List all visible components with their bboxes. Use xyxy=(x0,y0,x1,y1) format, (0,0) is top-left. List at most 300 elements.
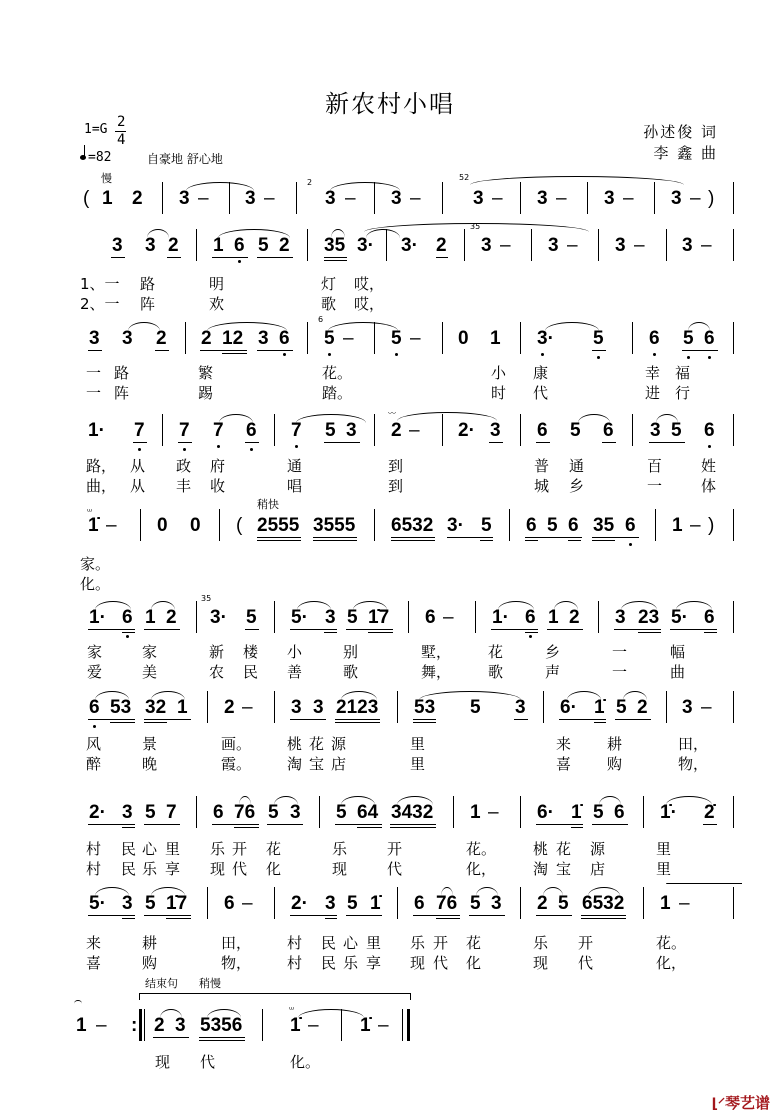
tempo-mark: =82 xyxy=(88,150,112,165)
dash: – xyxy=(96,1015,107,1036)
lyric-v2: 一 xyxy=(647,477,663,495)
underline xyxy=(245,442,259,443)
underline xyxy=(212,257,248,258)
lyric-v1: 画。 xyxy=(221,735,252,753)
lyric-v1: 花 xyxy=(488,643,504,661)
dash: – xyxy=(308,1015,319,1036)
note: 3 xyxy=(481,235,492,256)
note-group: 3555 xyxy=(313,515,356,536)
note: 6 xyxy=(122,607,133,628)
barline xyxy=(442,322,443,354)
barline xyxy=(196,229,197,261)
lyric-v1: 乐 xyxy=(210,840,226,858)
low-octave-dot xyxy=(708,356,711,359)
repeat-barline xyxy=(139,1009,142,1041)
lyric-v1: 1、一 xyxy=(80,275,120,293)
barline xyxy=(520,322,521,354)
note: 3 xyxy=(122,893,133,914)
note-group: 6532 xyxy=(391,515,434,536)
note: 6 xyxy=(89,697,100,718)
barline xyxy=(319,796,320,828)
note: 35 xyxy=(324,235,346,256)
note: 5 xyxy=(481,515,492,536)
lyric-v2: 乐 xyxy=(142,860,158,878)
dash: – xyxy=(242,697,253,718)
grace-note: 6 xyxy=(318,315,324,324)
note: 3 xyxy=(473,188,484,209)
lyric-v1: 乐 xyxy=(332,840,348,858)
barline xyxy=(733,796,734,828)
underline xyxy=(167,257,181,258)
underline xyxy=(489,442,503,443)
lyric-v2: 享 xyxy=(165,860,181,878)
note: 2̇ xyxy=(704,802,715,823)
song-title: 新农村小唱 xyxy=(325,90,455,118)
underline xyxy=(390,824,436,825)
barline xyxy=(307,322,308,354)
underline xyxy=(594,722,606,723)
barline xyxy=(374,182,375,214)
lyric-v2: 进 xyxy=(645,384,661,402)
lyric-v2: 代 xyxy=(387,860,403,878)
note: 3· xyxy=(537,328,554,349)
lyric-v1: 开 xyxy=(387,840,403,858)
note: 2 xyxy=(224,697,235,718)
underline xyxy=(144,824,180,825)
composer-credit: 李 鑫 曲 xyxy=(653,144,718,162)
underline xyxy=(313,540,357,541)
lyric-v2: 淘 xyxy=(287,755,303,773)
lyric-v1: 墅， xyxy=(421,643,452,661)
note: 5 xyxy=(547,515,558,536)
lyric-v2: 舞， xyxy=(421,663,452,681)
lyric-v1: 心 xyxy=(142,840,158,858)
underline xyxy=(290,719,326,720)
note: 1̇ xyxy=(370,893,381,914)
lyric-v1: 花 xyxy=(309,735,325,753)
lyric-v2: 爱 xyxy=(87,663,103,681)
dash: – xyxy=(567,235,578,256)
underline xyxy=(391,537,435,538)
note: 3 xyxy=(89,328,100,349)
note: 2 xyxy=(156,328,167,349)
repeat-sign: : xyxy=(131,1015,138,1036)
note: 3· xyxy=(210,607,227,628)
lyric-v1: 里 xyxy=(366,934,382,952)
barline xyxy=(733,509,734,541)
note: 1 xyxy=(490,328,501,349)
dash: – xyxy=(679,893,690,914)
note: 3 xyxy=(682,697,693,718)
lyric-v2: 代 xyxy=(578,954,594,972)
lyric-v2: 体 xyxy=(701,477,717,495)
grace-note: 52 xyxy=(459,173,470,182)
lyric-v1: 花。 xyxy=(322,364,353,382)
lyric-v2: 一 xyxy=(86,384,102,402)
barline xyxy=(587,182,588,214)
lyric-v1: 花 xyxy=(466,934,482,952)
underline xyxy=(602,442,616,443)
barline xyxy=(374,414,375,446)
note: 3 xyxy=(548,235,559,256)
watermark-logo xyxy=(712,1092,770,1113)
note: 2 xyxy=(436,235,447,256)
note: 5 xyxy=(593,328,604,349)
note: 3 xyxy=(175,1015,186,1036)
note: 3 xyxy=(537,188,548,209)
score-system-4 xyxy=(0,409,780,460)
lyric-v2: 村 xyxy=(287,954,303,972)
note: 6 xyxy=(526,515,537,536)
barline xyxy=(654,182,655,214)
quarter-note-icon xyxy=(80,155,86,160)
note-group: 76 xyxy=(234,802,256,823)
dash: – xyxy=(701,235,712,256)
lyric-v1: 家。 xyxy=(80,555,111,573)
barline xyxy=(464,229,465,261)
lyric-v2: 喜 xyxy=(86,954,102,972)
low-octave-dot xyxy=(217,445,220,448)
slur-end xyxy=(74,1000,82,1007)
note-group: 64 xyxy=(357,802,379,823)
barline xyxy=(274,601,275,633)
lyric-v2: 村 xyxy=(86,860,102,878)
lyric-v2: 美 xyxy=(142,663,158,681)
note: 5 xyxy=(145,893,156,914)
note: 3· xyxy=(447,515,464,536)
low-octave-dot xyxy=(250,448,253,451)
note: 3 xyxy=(245,188,256,209)
underline xyxy=(122,827,135,828)
underline xyxy=(682,350,718,351)
note: 1 xyxy=(660,893,671,914)
note: 6 xyxy=(614,802,625,823)
underline xyxy=(447,537,493,538)
note: 1̇ xyxy=(571,802,582,823)
note: 1 xyxy=(145,607,156,628)
barline xyxy=(733,182,734,214)
underline xyxy=(568,540,581,541)
note: 1 xyxy=(76,1015,87,1036)
note-group: 53 xyxy=(110,697,132,718)
dash: – xyxy=(500,235,511,256)
lyric-v2: 现 xyxy=(533,954,549,972)
lyric-v1: 通 xyxy=(287,457,303,475)
volta-bracket xyxy=(139,993,411,1000)
underline xyxy=(525,632,538,633)
underline xyxy=(267,824,303,825)
barline xyxy=(520,414,521,446)
underline xyxy=(257,257,293,258)
underline xyxy=(391,540,435,541)
barline xyxy=(307,229,308,261)
note: 1· xyxy=(89,607,106,628)
lyric-v2: 晚 xyxy=(142,755,158,773)
lyric-v2: 化， xyxy=(656,954,687,972)
barline xyxy=(655,509,656,541)
underline xyxy=(222,353,247,354)
note: 2 xyxy=(154,1015,165,1036)
lyric-v1: 里 xyxy=(410,735,426,753)
note: 1̇ xyxy=(360,1015,371,1036)
note: 5 xyxy=(347,607,358,628)
note: 5 xyxy=(683,328,694,349)
underline xyxy=(614,629,661,630)
note: 7 xyxy=(166,802,177,823)
underline xyxy=(335,824,382,825)
note: 6 xyxy=(704,328,715,349)
lyric-v2: 民 xyxy=(321,954,337,972)
dash: – xyxy=(106,515,117,536)
barline xyxy=(543,691,544,723)
underline xyxy=(324,632,337,633)
note: 5· xyxy=(671,607,688,628)
note: 1̇7 xyxy=(368,607,390,628)
note: 23 xyxy=(638,607,660,628)
lyric-v2: 民 xyxy=(121,860,137,878)
score-system-6 xyxy=(0,594,780,647)
underline xyxy=(615,719,651,720)
lyric-v1: 府 xyxy=(210,457,226,475)
dash: – xyxy=(556,188,567,209)
lyric-v1: 哎， xyxy=(354,275,385,293)
note: 5 xyxy=(570,420,581,441)
lyric-v2: 化 xyxy=(266,860,282,878)
tie xyxy=(186,182,254,191)
lyric-v2: 物， xyxy=(221,954,252,972)
note: 5 xyxy=(391,328,402,349)
note: 3· xyxy=(357,235,374,256)
lyric: 代 xyxy=(200,1053,216,1071)
note: 2 xyxy=(569,607,580,628)
underline xyxy=(536,915,572,916)
note: 3 xyxy=(145,235,156,256)
mordent-icon: 〰 xyxy=(388,409,396,418)
lyric-v1: 花 xyxy=(556,840,572,858)
dash: – xyxy=(690,188,701,209)
underline xyxy=(357,827,382,828)
underline xyxy=(313,537,357,538)
lyric-v2: 代 xyxy=(232,860,248,878)
slur xyxy=(207,322,287,331)
note: 5 xyxy=(671,420,682,441)
lyric-v2: 醉 xyxy=(86,755,102,773)
barline xyxy=(733,414,734,446)
lyric-v2: 现 xyxy=(410,954,426,972)
underline xyxy=(670,629,717,630)
lyric-v1: 新 xyxy=(209,643,225,661)
barline xyxy=(408,601,409,633)
lyric-v1: 里 xyxy=(165,840,181,858)
underline xyxy=(153,1037,189,1038)
tempo-slower-mark: 稍慢 xyxy=(199,977,221,990)
underline xyxy=(703,824,717,825)
barline xyxy=(733,229,734,261)
low-octave-dot xyxy=(541,353,544,356)
barline xyxy=(643,887,644,919)
lyric-v1: 田， xyxy=(678,735,709,753)
score-system-5 xyxy=(0,498,780,555)
lyric-v2: 时 xyxy=(491,384,507,402)
underline xyxy=(257,350,293,351)
lyric-v2: 民 xyxy=(243,663,259,681)
lyric-v2: 踢 xyxy=(198,384,214,402)
lyric-v2: 化。 xyxy=(80,575,111,593)
note: 5 xyxy=(258,235,269,256)
lyric-v2: 喜 xyxy=(556,755,572,773)
tempo-faster-mark: 稍快 xyxy=(257,498,279,511)
note: 2· xyxy=(458,420,475,441)
note: 2 xyxy=(201,328,212,349)
note-group: 3432 xyxy=(391,802,434,823)
note: 3 xyxy=(313,697,324,718)
note: 0 xyxy=(190,515,201,536)
lyric-v1: 里 xyxy=(656,840,672,858)
underline xyxy=(536,824,583,825)
note: 3 xyxy=(290,802,301,823)
mordent-icon: ᵚ xyxy=(289,1005,294,1014)
lyric-v1: 福 xyxy=(675,364,691,382)
note: 7 xyxy=(134,420,145,441)
note: 35 xyxy=(593,515,615,536)
lyric-v1: 心 xyxy=(343,934,359,952)
note: 5 xyxy=(593,802,604,823)
underline xyxy=(200,350,247,351)
lyric-v2: 一 xyxy=(612,663,628,681)
barline xyxy=(262,1009,263,1041)
lyric-v1: 田， xyxy=(221,934,252,952)
note: 1 xyxy=(177,697,188,718)
lyric-v1: 路 xyxy=(114,364,130,382)
note: 6 xyxy=(649,328,660,349)
note: 1 xyxy=(672,515,683,536)
lyric-v2: 行 xyxy=(675,384,691,402)
lyric-v1: 幅 xyxy=(670,643,686,661)
underline xyxy=(88,350,102,351)
lyric-v1: 开 xyxy=(578,934,594,952)
note: 3 xyxy=(615,235,626,256)
lyric-v2: 物， xyxy=(678,755,709,773)
underline xyxy=(178,442,192,443)
dash: – xyxy=(343,328,354,349)
lyric-v1: 花 xyxy=(266,840,282,858)
underline xyxy=(144,629,180,630)
lyric-v2: 声 xyxy=(545,663,561,681)
underline xyxy=(536,442,550,443)
lyric-v2: 乐 xyxy=(343,954,359,972)
dash: – xyxy=(443,607,454,628)
low-octave-dot xyxy=(138,448,141,451)
underline xyxy=(290,915,337,916)
note: 5 xyxy=(470,893,481,914)
barline xyxy=(733,887,734,919)
note: 12 xyxy=(222,328,244,349)
lyric-v2: 现 xyxy=(332,860,348,878)
lyric-v2: 现 xyxy=(210,860,226,878)
note: 1 xyxy=(102,188,113,209)
underline xyxy=(413,915,460,916)
lyric-v2: 曲 xyxy=(670,663,686,681)
underline xyxy=(257,537,301,538)
key-signature: 1=G xyxy=(84,122,108,137)
low-octave-dot xyxy=(395,353,398,356)
underline xyxy=(245,629,259,630)
note: 6 xyxy=(568,515,579,536)
lyric-v2: 宝 xyxy=(309,755,325,773)
note-group: 2555 xyxy=(257,515,300,536)
note: 1 xyxy=(470,802,481,823)
barline xyxy=(207,691,208,723)
underline xyxy=(110,722,135,723)
lyric-v1: 繁 xyxy=(198,364,214,382)
note: 3 xyxy=(682,235,693,256)
score-system-7 xyxy=(0,697,780,737)
note: 3 xyxy=(391,188,402,209)
lyric-v1: 源 xyxy=(331,735,347,753)
barline xyxy=(598,601,599,633)
lyric-v1: 源 xyxy=(590,840,606,858)
barline xyxy=(374,322,375,354)
note: 5 xyxy=(268,802,279,823)
barline xyxy=(453,796,454,828)
lyric-v1: 家 xyxy=(87,643,103,661)
lyric-v2: 歌 xyxy=(343,663,359,681)
low-octave-dot xyxy=(93,725,96,728)
note-group: 32 xyxy=(145,697,167,718)
barline xyxy=(185,322,186,354)
barline xyxy=(162,182,163,214)
underline xyxy=(88,719,135,720)
note: 3 xyxy=(671,188,682,209)
note: 3 xyxy=(346,420,357,441)
barline xyxy=(397,691,398,723)
dash: – xyxy=(409,420,420,441)
lyric-v2: 店 xyxy=(590,860,606,878)
note: 2 xyxy=(132,188,143,209)
note: 2 xyxy=(168,235,179,256)
low-octave-dot xyxy=(238,260,241,263)
lyric-v1: 家 xyxy=(142,643,158,661)
lyric-v2: 阵 xyxy=(140,295,156,313)
lyric-v2: 店 xyxy=(331,755,347,773)
dash: – xyxy=(198,188,209,209)
barline xyxy=(196,796,197,828)
lyric-v1: 通 xyxy=(569,457,585,475)
dash: – xyxy=(378,1015,389,1036)
close-paren: ) xyxy=(708,188,715,209)
score-system-2 xyxy=(0,222,780,275)
lyric-v1: 路， xyxy=(86,457,117,475)
lyric-v2: 化 xyxy=(466,954,482,972)
note: 5 xyxy=(470,697,481,718)
lyric-v1: 政 xyxy=(176,457,192,475)
lyric-v2: 购 xyxy=(607,755,623,773)
lyric-v1: 桃 xyxy=(287,735,303,753)
note: 3 xyxy=(122,802,133,823)
lyric-v1: 民 xyxy=(321,934,337,952)
underline xyxy=(324,257,347,258)
lyric-v2: 代 xyxy=(433,954,449,972)
note: 2 xyxy=(166,607,177,628)
note: 1̇· xyxy=(660,802,677,823)
note: 6 xyxy=(246,420,257,441)
dash: – xyxy=(345,188,356,209)
open-paren: ( xyxy=(236,515,243,536)
underline xyxy=(346,629,393,630)
note: 3 xyxy=(325,893,336,914)
underline xyxy=(649,442,685,443)
final-barline xyxy=(407,1009,410,1041)
